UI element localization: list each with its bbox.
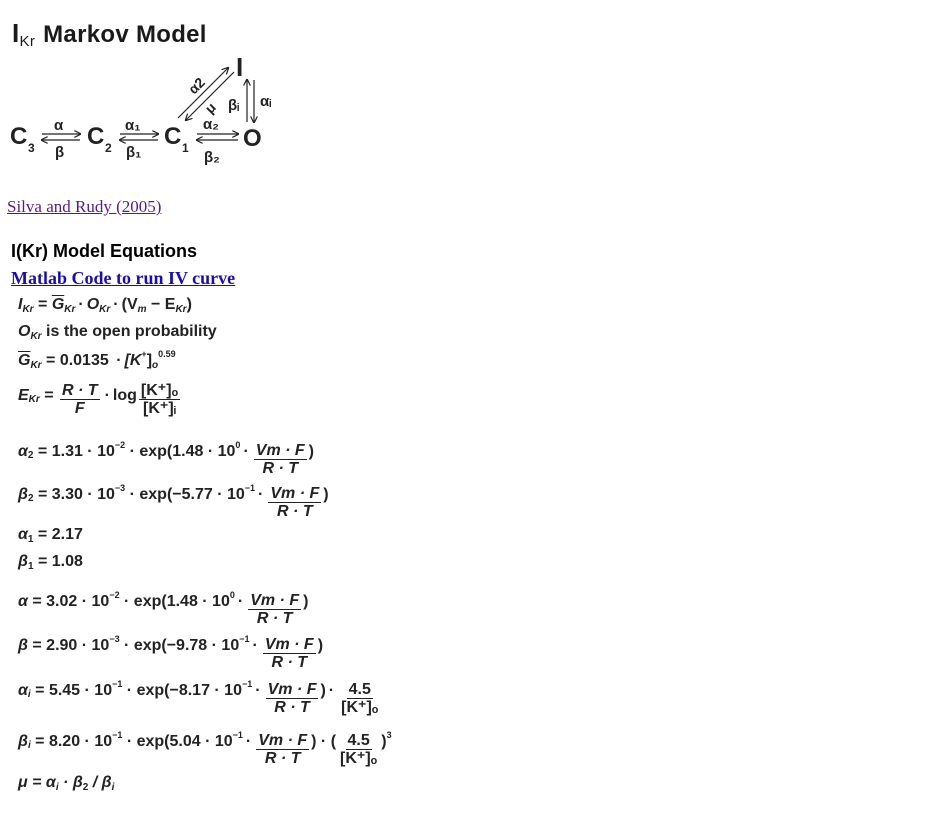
rate-c1-i: α2: [184, 74, 208, 98]
rate-alphai: αᵢ: [260, 93, 272, 110]
equation-mu: μ = α i · β 2 / β i: [18, 774, 115, 793]
rate-alpha1: α₁: [125, 117, 141, 134]
state-c1-sub: 1: [182, 141, 189, 155]
state-o: O: [243, 125, 262, 152]
title-text: Markov Model: [43, 21, 207, 48]
rate-mu: μ: [201, 99, 219, 117]
state-c2-sub: 2: [105, 141, 112, 155]
equation-betai: β i = 8.20 · 10 −1 · exp(5.04 · 10 −1 · $\frac{Vm \cdot F}{R \cdot T}$ ) · ( $\frac{4.5}{\text{[K⁺]ₒ}}$ ) 3: [18, 729, 392, 767]
markov-diagram: [0, 50, 300, 180]
state-c2: C: [87, 123, 105, 150]
section-heading: I(Kr) Model Equations: [11, 241, 197, 261]
equation-alpha1: α 1 = 2.17: [18, 526, 83, 545]
arrow-c1-i: [178, 68, 228, 118]
title-current-symbol: I: [12, 18, 20, 48]
rate-alpha: α: [54, 117, 64, 134]
citation-link[interactable]: Silva and Rudy (2005): [7, 197, 162, 216]
rate-beta2: β₂: [204, 149, 220, 166]
equation-alpha: α = 3.02 · 10 −2 · exp(1.48 · 10 0 · $\frac{Vm \cdot F}{R \cdot T}$ ): [18, 589, 309, 627]
page-title: [12, 18, 207, 49]
state-c3: C: [10, 123, 28, 150]
rate-betai: βᵢ: [228, 97, 240, 114]
rate-beta: β: [55, 144, 65, 161]
state-c3-sub: 3: [28, 141, 35, 155]
rate-alpha2: α₂: [203, 116, 219, 133]
equation-alpha2: α 2 = 1.31 · 10 −2 · exp(1.48 · 10 0 · $\frac{Vm \cdot F}{R \cdot T}$ ): [18, 439, 314, 477]
equation-ikr: I Kr = $\overline{G}$ Kr · O Kr · (V m − E Kr ): [18, 296, 192, 315]
equation-ekr: E Kr = $\frac{R \cdot T}{F}$ · log $\frac{\text{[K⁺]ₒ}}{\text{[K⁺]ᵢ}}$: [18, 382, 179, 417]
equation-beta1: β 1 = 1.08: [18, 553, 83, 572]
state-c1: C: [164, 123, 182, 150]
matlab-code-link[interactable]: Matlab Code to run IV curve: [11, 268, 236, 288]
equation-okr: O Kr is the open probability: [18, 323, 217, 342]
rate-beta1: β₁: [126, 144, 142, 161]
equation-beta2: β 2 = 3.30 · 10 −3 · exp(−5.77 · 10 −1 · $\frac{Vm \cdot F}{R \cdot T}$ ): [18, 482, 329, 520]
equation-beta: β = 2.90 · 10 −3 · exp(−9.78 · 10 −1 · $\frac{Vm \cdot F}{R \cdot T}$ ): [18, 633, 324, 671]
equation-gkr: $\overline{G}$ Kr = 0.0135 · [K + ] o 0.59: [18, 349, 176, 371]
state-i: I: [236, 52, 244, 82]
title-current-subscript: Kr: [19, 33, 36, 50]
equation-alphai: α i = 5.45 · 10 −1 · exp(−8.17 · 10 −1 · $\frac{Vm \cdot F}{R \cdot T}$ ) · $\frac{4.5}{\text{[K⁺]ₒ}}$: [18, 678, 379, 716]
